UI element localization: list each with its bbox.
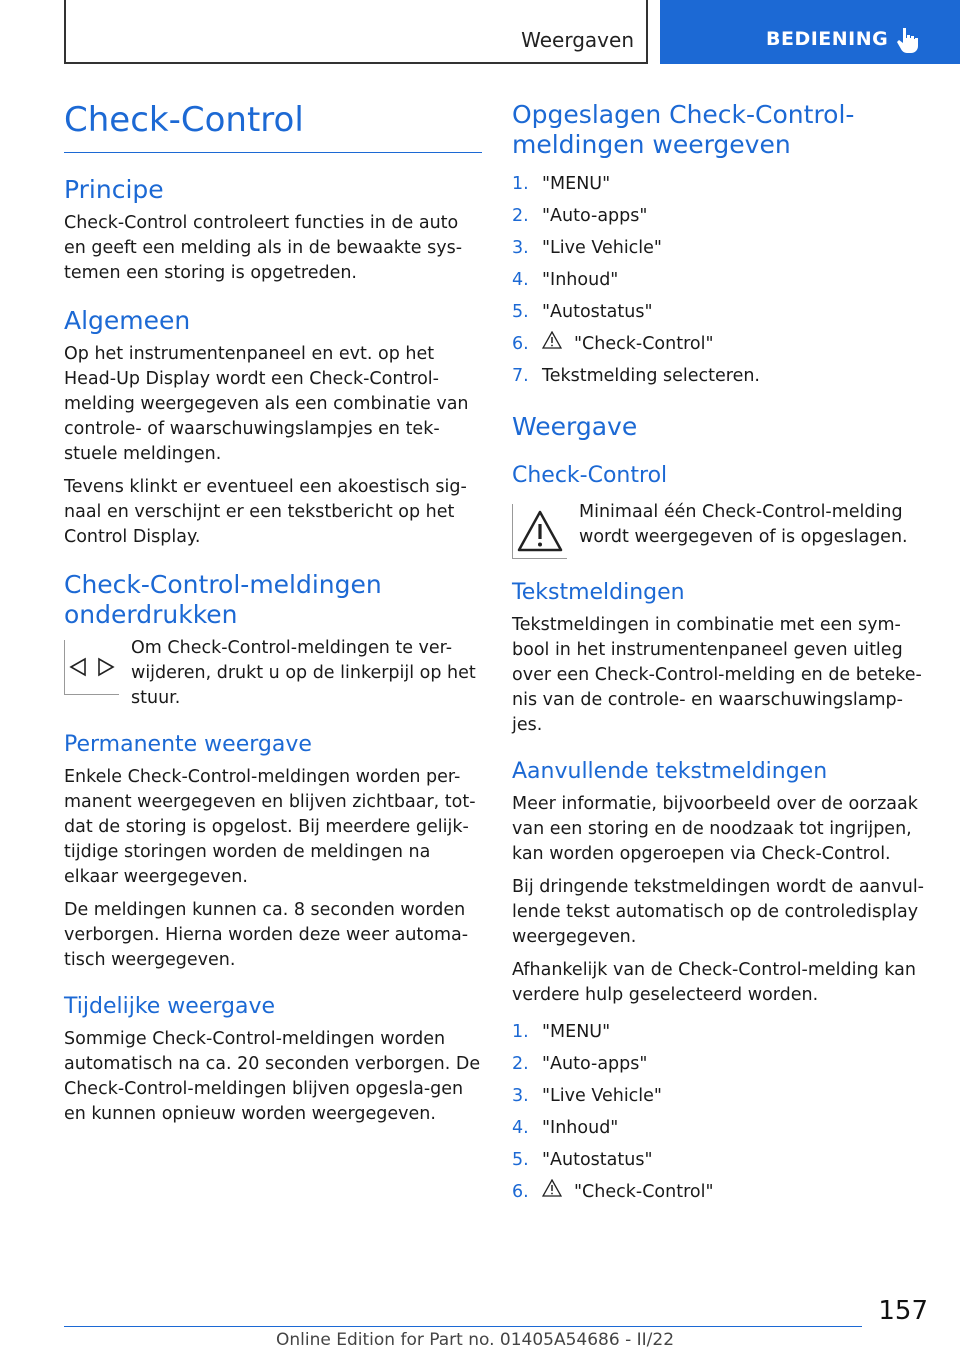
tijdelijk-section: [64, 993, 482, 1127]
step-text: "Auto-apps": [542, 206, 648, 226]
onderdrukken-section: [64, 570, 482, 711]
weergave-text: Minimaal één Check-Control-melding wordt weergegeven of is opgeslagen.: [579, 502, 908, 547]
algemeen-section: [64, 306, 482, 550]
list-item: [512, 1112, 926, 1144]
principe-section: [64, 175, 482, 286]
algemeen-paragraph-2: Tevens klinkt er eventueel een akoestisch sig-naal en verschijnt er een tekstbericht op het Control Display.: [64, 477, 467, 547]
algemeen-heading: Algemeen: [64, 306, 191, 335]
list-item: [512, 200, 926, 232]
step-number: 3.: [512, 238, 529, 258]
hand-pointer-icon: [896, 26, 920, 54]
list-item: [512, 168, 926, 200]
weergave-subheading: Check-Control: [512, 463, 668, 488]
warning-triangle-icon: [512, 504, 567, 559]
weergave-heading: Weergave: [512, 412, 638, 441]
step-text: "Live Vehicle": [542, 238, 662, 258]
opgeslagen-steps: [512, 168, 926, 392]
footer-edition: Online Edition for Part no. 01405A54686 - II/22: [276, 1330, 675, 1350]
step-text: Tekstmelding selecteren.: [542, 366, 760, 386]
warning-triangle-icon: [542, 328, 564, 360]
permanent-section: [64, 731, 482, 973]
step-number: 7.: [512, 366, 529, 386]
header-section-label: Weergaven: [521, 28, 634, 52]
step-number: 6.: [512, 334, 529, 354]
aanvullend-heading: Aanvullende tekstmeldingen: [512, 759, 828, 784]
step-text: "Autostatus": [542, 302, 653, 322]
tekst-text: Tekstmeldingen in combinatie met een sym-bool in het instrumentenpaneel geven uitleg over een Check-Control-melding en de beteke-nis van de controle- en waarschuwingslamp-jes.: [512, 615, 922, 735]
step-number: 1.: [512, 174, 529, 194]
warning-triangle-icon: [542, 1176, 564, 1208]
page-title: Check-Control: [64, 100, 482, 153]
tekst-heading: Tekstmeldingen: [512, 580, 685, 605]
step-text: "Live Vehicle": [542, 1086, 662, 1106]
permanent-heading: Permanente weergave: [64, 732, 312, 757]
right-column: [512, 100, 926, 1212]
weergave-icon-row: [512, 500, 926, 559]
header-chapter-tab: [660, 0, 960, 64]
tijdelijk-heading: Tijdelijke weergave: [64, 994, 276, 1019]
algemeen-paragraph-1: Op het instrumentenpaneel en evt. op het Head-Up Display wordt een Check-Control-melding weergegeven als een combinatie van controle- of waarschuwingslampjes en tek-stuele meldingen.: [64, 344, 469, 464]
aanvullend-paragraph-3: Afhankelijk van de Check-Control-melding kan verdere hulp geselecteerd worden.: [512, 960, 916, 1005]
aanvullend-section: [512, 758, 926, 1208]
onderdrukken-icon-row: [64, 636, 482, 711]
header-chapter-label: BEDIENING: [766, 28, 889, 50]
list-item: [512, 264, 926, 296]
list-item: [512, 360, 926, 392]
tekst-section: [512, 579, 926, 738]
list-item: [512, 1176, 926, 1208]
step-number: 2.: [512, 206, 529, 226]
principe-text: Check-Control controleert functies in de auto en geeft een melding als in de bewaakte sys-temen een storing is opgetreden.: [64, 213, 463, 283]
arrow-buttons-icon: [64, 640, 119, 695]
step-text: "Inhoud": [542, 270, 619, 290]
step-number: 4.: [512, 270, 529, 290]
step-number: 3.: [512, 1086, 529, 1106]
page-number: 157: [878, 1296, 928, 1326]
tijdelijk-text: Sommige Check-Control-meldingen worden automatisch na ca. 20 seconden verborgen. De Check-Control-meldingen blijven opgesla-gen en kunnen opnieuw worden weergegeven.: [64, 1029, 481, 1124]
step-text: "Check-Control": [574, 1182, 714, 1202]
list-item: [512, 1016, 926, 1048]
step-text: "MENU": [542, 1022, 611, 1042]
left-column: [64, 100, 482, 1135]
weergave-section: [512, 412, 926, 559]
onderdrukken-text: Om Check-Control-meldingen te ver-wijderen, drukt u op de linkerpijl op het stuur.: [131, 638, 476, 708]
list-item: [512, 1048, 926, 1080]
aanvullend-paragraph-2: Bij dringende tekstmeldingen wordt de aanvul-lende tekst automatisch op de controledisplay weergegeven.: [512, 877, 925, 947]
permanent-paragraph-2: De meldingen kunnen ca. 8 seconden worden verborgen. Hierna worden deze weer automa-tisch weergegeven.: [64, 900, 469, 970]
list-item: [512, 1080, 926, 1112]
step-text: "Check-Control": [574, 334, 714, 354]
step-number: 5.: [512, 1150, 529, 1170]
permanent-paragraph-1: Enkele Check-Control-meldingen worden per-manent weergegeven en blijven zichtbaar, tot-dat de storing is opgelost. Bij meerdere gelijk-tijdige storingen worden de meldingen na elkaar weergegeven.: [64, 767, 476, 887]
principe-heading: Principe: [64, 175, 164, 204]
opgeslagen-section: [512, 100, 926, 392]
step-number: 5.: [512, 302, 529, 322]
step-number: 1.: [512, 1022, 529, 1042]
header-section-tab: [64, 0, 648, 64]
list-item: [512, 1144, 926, 1176]
step-number: 6.: [512, 1182, 529, 1202]
step-text: "Autostatus": [542, 1150, 653, 1170]
aanvullend-steps: [512, 1016, 926, 1208]
step-text: "Inhoud": [542, 1118, 619, 1138]
list-item: [512, 232, 926, 264]
step-text: "MENU": [542, 174, 611, 194]
aanvullend-paragraph-1: Meer informatie, bijvoorbeeld over de oorzaak van een storing en de noodzaak tot ingrijpen, kan worden opgeroepen via Check-Control.: [512, 794, 918, 864]
step-text: "Auto-apps": [542, 1054, 648, 1074]
step-number: 2.: [512, 1054, 529, 1074]
list-item: [512, 328, 926, 360]
onderdrukken-heading: Check-Control-meldingen onderdrukken: [64, 570, 382, 629]
opgeslagen-heading: Opgeslagen Check-Control-meldingen weergeven: [512, 100, 855, 159]
step-number: 4.: [512, 1118, 529, 1138]
footer-divider: [64, 1326, 862, 1327]
list-item: [512, 296, 926, 328]
